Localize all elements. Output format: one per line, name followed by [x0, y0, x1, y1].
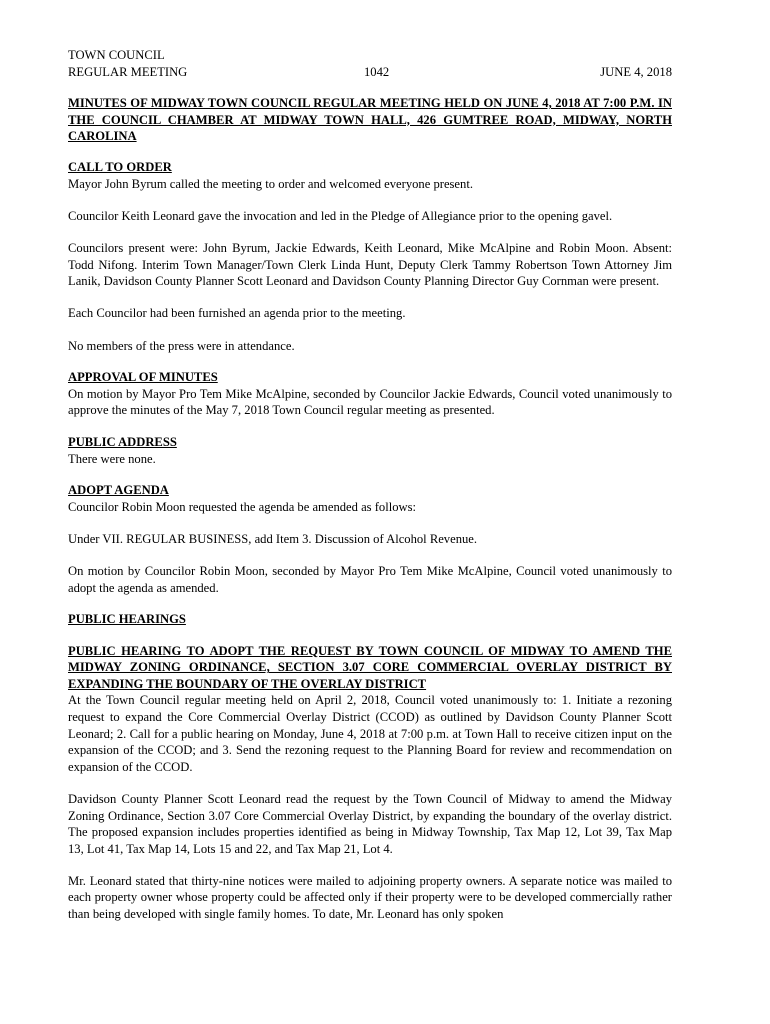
- header-row: [68, 64, 672, 81]
- heading-approval-of-minutes: APPROVAL OF MINUTES: [68, 370, 218, 385]
- call-to-order-paragraph-1: Mayor John Byrum called the meeting to order and welcomed everyone present.: [68, 177, 473, 191]
- heading-public-hearing-ccod: PUBLIC HEARING TO ADOPT THE REQUEST BY TOWN COUNCIL OF MIDWAY TO AMEND THE MIDWAY ZONING ORDINANCE, SECTION 3.07 CORE COMMERCIAL OVERLAY DISTRICT BY EXPANDING THE BOUNDARY OF THE OVERLAY DISTRICT: [68, 643, 672, 691]
- adopt-agenda-paragraph-3: On motion by Councilor Robin Moon, seconded by Mayor Pro Tem Mike McAlpine, Council voted unanimously to adopt the agenda as amended.: [68, 563, 672, 595]
- heading-public-address: PUBLIC ADDRESS: [68, 434, 177, 449]
- page-number: 1042: [364, 64, 390, 79]
- call-to-order-paragraph-3: Councilors present were: John Byrum, Jackie Edwards, Keith Leonard, Mike McAlpine and Robin Moon. Absent: Todd Nifong. Interim Town Manager/Town Clerk Linda Hunt, Deputy Clerk Tammy Robertson Town Attorney Jim Lanik, Davidson County Planner Scott Leonard and Davidson County Planning Director Guy Cornman were present.: [68, 241, 672, 289]
- header-date: JUNE 4, 2018: [600, 64, 672, 79]
- public-hearing-paragraph-2: Davidson County Planner Scott Leonard read the request by the Town Council of Midway to amend the Midway Zoning Ordinance, Section 3.07 Core Commercial Overlay District, by expanding the boundary of the overlay district. The proposed expansion includes properties identified as being in Midway Township, Tax Map 12, Lot 39, Tax Map 13, Lot 41, Tax Map 14, Lots 15 and 22, and Tax Map 21, Lot 4.: [68, 791, 672, 856]
- public-hearing-paragraph-1: At the Town Council regular meeting held on April 2, 2018, Council voted unanimously to: 1. Initiate a rezoning request to expand the Core Commercial Overlay District (CCOD) as outlined by Davidson County Planner Scott Leonard; 2. Call for a public hearing on Monday, June 4, 2018 at 7:00 p.m. at Town Hall to receive citizen input on the expansion of the CCOD; and 3. Send the rezoning request to the Planning Board for review and recommendation on expansion of the CCOD.: [68, 693, 672, 774]
- document-page: [68, 47, 672, 923]
- header-meeting-type: REGULAR MEETING: [68, 64, 188, 79]
- adopt-agenda-paragraph-1: Councilor Robin Moon requested the agenda be amended as follows:: [68, 499, 416, 514]
- call-to-order-paragraph-4: Each Councilor had been furnished an agenda prior to the meeting.: [68, 306, 406, 321]
- adopt-agenda-paragraph-2: Under VII. REGULAR BUSINESS, add Item 3. Discussion of Alcohol Revenue.: [68, 531, 478, 546]
- minutes-title: MINUTES OF MIDWAY TOWN COUNCIL REGULAR MEETING HELD ON JUNE 4, 2018 AT 7:00 P.M. IN THE COUNCIL CHAMBER AT MIDWAY TOWN HALL, 426 GUMTREE ROAD, MIDWAY, NORTH CAROLINA: [68, 96, 672, 143]
- public-address-paragraph: There were none.: [68, 451, 156, 466]
- public-hearing-paragraph-3: Mr. Leonard stated that thirty-nine notices were mailed to adjoining property owners. A separate notice was mailed to each property owner whose property could be affected only if their property were to be developed commercially rather than being developed with single family homes. To date, Mr. Leonard has only spoken: [68, 873, 672, 921]
- heading-public-hearings: PUBLIC HEARINGS: [68, 612, 186, 627]
- heading-call-to-order: CALL TO ORDER: [68, 160, 172, 175]
- header-line-town-council: TOWN COUNCIL: [68, 48, 165, 62]
- heading-adopt-agenda: ADOPT AGENDA: [68, 483, 169, 498]
- approval-of-minutes-paragraph: On motion by Mayor Pro Tem Mike McAlpine, seconded by Councilor Jackie Edwards, Council voted unanimously to approve the minutes of the May 7, 2018 Town Council regular meeting as presented.: [68, 386, 672, 418]
- call-to-order-paragraph-5: No members of the press were in attendance.: [68, 338, 295, 353]
- call-to-order-paragraph-2: Councilor Keith Leonard gave the invocation and led in the Pledge of Allegiance prior to the opening gavel.: [68, 209, 613, 224]
